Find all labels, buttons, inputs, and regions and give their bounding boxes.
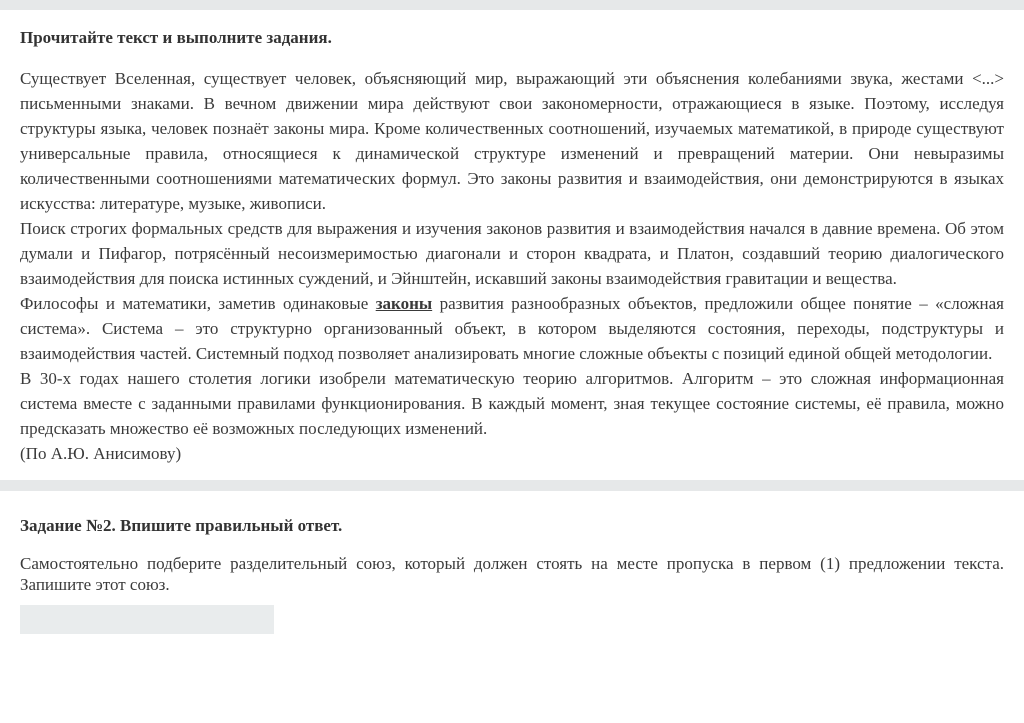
section-divider <box>0 480 1024 491</box>
highlighted-word: законы <box>375 294 433 313</box>
passage-paragraph-4 <box>20 366 1004 441</box>
task-heading: Задание №2. Впишите правильный ответ. <box>20 516 343 535</box>
answer-input[interactable] <box>20 605 274 634</box>
top-divider <box>0 0 1024 10</box>
task-section <box>0 491 1024 634</box>
passage-heading: Прочитайте текст и выполните задания. <box>20 28 332 47</box>
passage-paragraph-2 <box>20 216 1004 291</box>
passage-source: (По А.Ю. Анисимову) <box>20 444 182 463</box>
passage-paragraph-3 <box>20 291 1004 366</box>
paragraph-text: Поиск строгих формальных средств для выражения и изучения законов развития и взаимодействия начался в давние времена. Об этом думали и Пифагор, потрясённый несоизмеримостью диагонали и сторон квадрата, и Платон, создавший теорию диалогического взаимодействия для поиска истинных суждений, и Эйнштейн, искавший законы взаимодействия гравитации и вещества. <box>20 219 1004 288</box>
passage-paragraph-1 <box>20 66 1004 216</box>
paragraph-text: В 30-х годах нашего столетия логики изобрели математическую теорию алгоритмов. Алгоритм – это сложная информационная система вместе с заданными правилами функционирования. В каждый момент, зная текущее состояние системы, её правила, можно предсказать множество её возможных последующих изменений. <box>20 369 1004 438</box>
task-text: Самостоятельно подберите разделительный союз, который должен стоять на месте пропуска в первом (1) предложении текста. Запишите этот союз. <box>20 554 1004 594</box>
paragraph-text: Философы и математики, заметив одинаковые <box>20 294 376 313</box>
passage-section <box>0 10 1024 480</box>
paragraph-text: Существует Вселенная, существует человек, объясняющий мир, выражающий эти объяснения колебаниями звука, жестами <...> письменными знаками. В вечном движении мира действуют свои закономерности, отражающиеся в языке. Поэтому, исследуя структуры языка, человек познаёт законы мира. Кроме количественных соотношений, изучаемых математикой, в природе существуют универсальные правила, относящиеся к динамической структуре изменений и превращений материи. Они невыразимы количественными соотношениями математических формул. Это законы развития и взаимодействия, они демонстрируются в языках искусства: литературе, музыке, живописи. <box>20 69 1004 213</box>
paragraph-text: развития разнообразных объектов, предложили общее понятие – «сложная система». Система – это структурно организованный объект, в котором выделяются состояния, переходы, подструктуры и взаимодействия частей. Системный подход позволяет анализировать многие сложные объекты с позиций единой общей методологии. <box>20 294 1004 363</box>
